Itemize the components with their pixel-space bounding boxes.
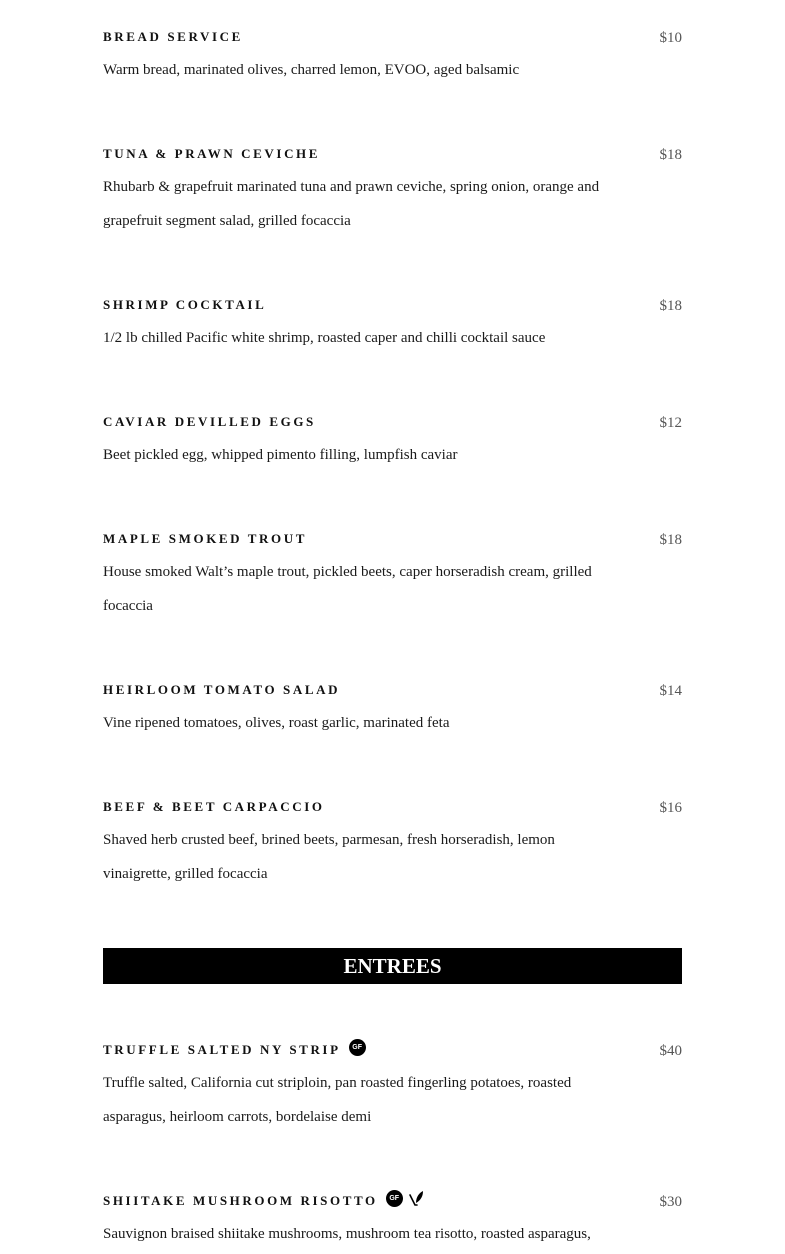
dietary-badges	[349, 1038, 366, 1056]
item-name: TUNA & PRAWN CEVICHE	[103, 146, 321, 161]
item-price: $30	[659, 1194, 682, 1210]
menu-item-heirloom-tomato-salad	[103, 682, 682, 731]
item-price: $12	[659, 415, 682, 431]
item-name: BEEF & BEET CARPACCIO	[103, 799, 325, 814]
item-price: $10	[659, 30, 682, 46]
vegan-leaf-icon	[407, 1189, 425, 1207]
item-name: CAVIAR DEVILLED EGGS	[103, 414, 316, 429]
item-price: $18	[659, 298, 682, 314]
item-name: BREAD SERVICE	[103, 29, 243, 44]
item-name: MAPLE SMOKED TROUT	[103, 531, 308, 546]
menu-item-tuna-prawn-ceviche	[103, 146, 682, 229]
item-description: House smoked Walt’s maple trout, pickled beets, caper horseradish cream, grilled focaccia	[103, 564, 592, 614]
item-name-wrap	[103, 1042, 366, 1060]
item-price: $16	[659, 800, 682, 816]
menu-item-beef-beet-carpaccio	[103, 799, 682, 882]
item-name: SHIITAKE MUSHROOM RISOTTO	[103, 1193, 378, 1208]
section-header-entrees: ENTREES	[103, 948, 682, 984]
item-price: $18	[659, 147, 682, 163]
item-price: $14	[659, 683, 682, 699]
menu-item-truffle-salted-ny-strip	[103, 1042, 682, 1125]
item-price: $18	[659, 532, 682, 548]
gf-icon: GF	[349, 1039, 366, 1056]
item-description: Truffle salted, California cut striploin, pan roasted fingerling potatoes, roasted asparagus, heirloom carrots, bordelaise demi	[103, 1075, 572, 1125]
menu-item-maple-smoked-trout	[103, 531, 682, 614]
item-description: Vine ripened tomatoes, olives, roast garlic, marinated feta	[103, 715, 450, 731]
item-description: Shaved herb crusted beef, brined beets, parmesan, fresh horseradish, lemon vinaigrette, grilled focaccia	[103, 832, 555, 882]
item-description: Sauvignon braised shiitake mushrooms, mushroom tea risotto, roasted asparagus,	[103, 1226, 591, 1242]
item-name-wrap	[103, 1193, 425, 1211]
menu-item-shiitake-mushroom-risotto	[103, 1193, 682, 1242]
item-description: Warm bread, marinated olives, charred lemon, EVOO, aged balsamic	[103, 62, 520, 78]
item-description: Rhubarb & grapefruit marinated tuna and prawn ceviche, spring onion, orange and grapefruit segment salad, grilled focaccia	[103, 179, 600, 229]
gf-icon: GF	[386, 1190, 403, 1207]
item-name: HEIRLOOM TOMATO SALAD	[103, 682, 341, 697]
item-name: TRUFFLE SALTED NY STRIP	[103, 1042, 341, 1057]
menu-item-bread-service	[103, 29, 682, 78]
item-name: SHRIMP COCKTAIL	[103, 297, 267, 312]
menu-item-shrimp-cocktail	[103, 297, 682, 346]
dietary-badges	[386, 1189, 425, 1207]
item-description: Beet pickled egg, whipped pimento filling, lumpfish caviar	[103, 447, 458, 463]
menu-item-caviar-devilled-eggs	[103, 414, 682, 463]
item-description: 1/2 lb chilled Pacific white shrimp, roasted caper and chilli cocktail sauce	[103, 330, 546, 346]
item-price: $40	[659, 1043, 682, 1059]
